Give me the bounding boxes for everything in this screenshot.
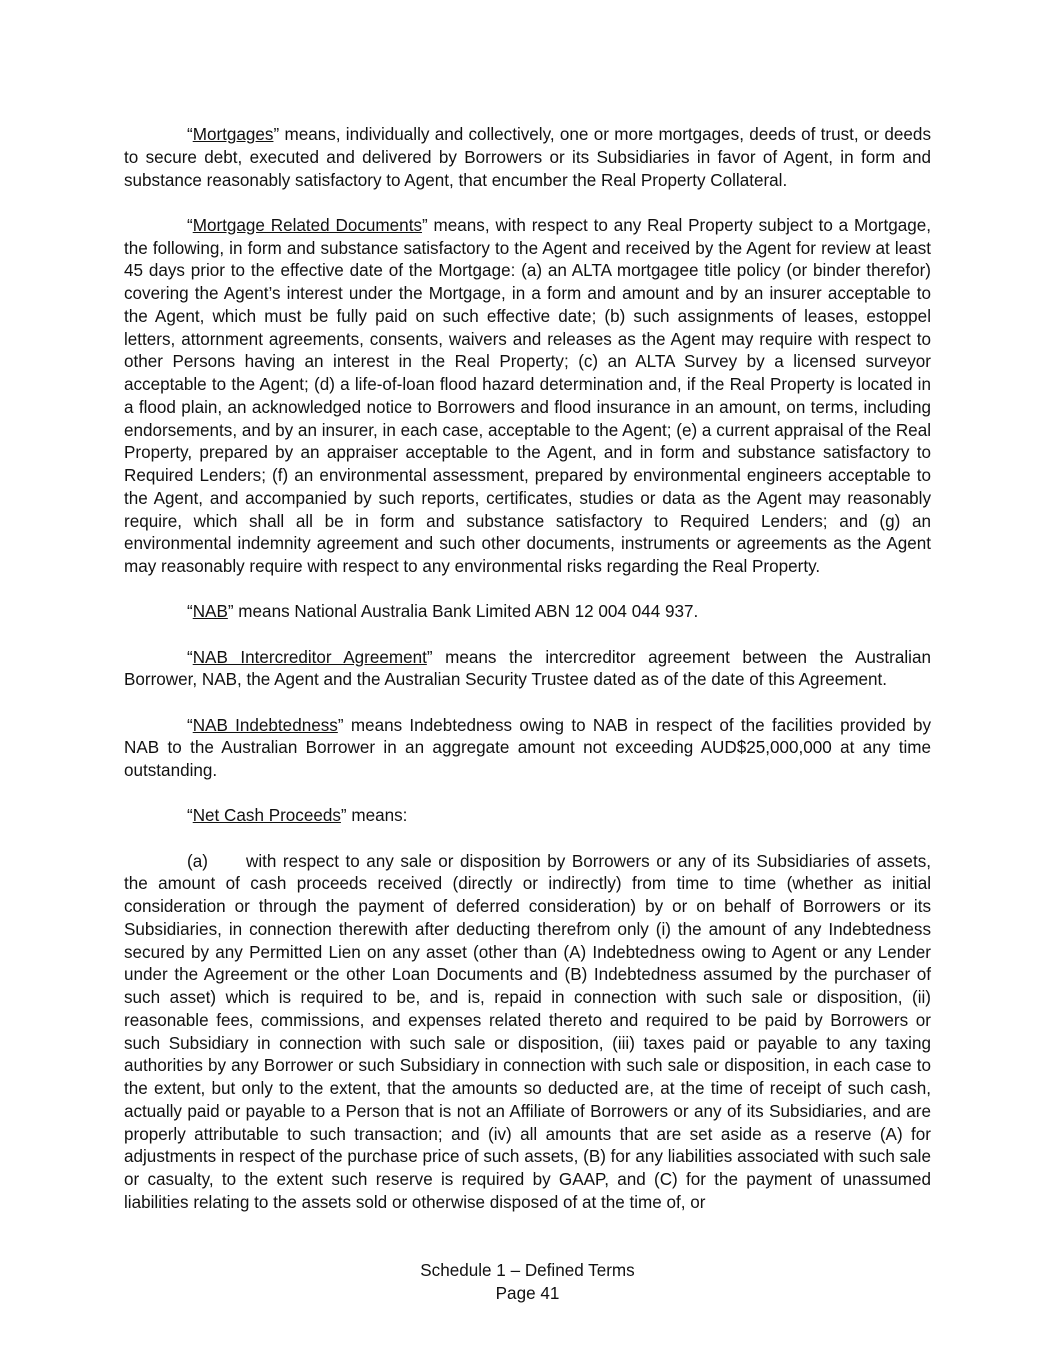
close-quote: ” bbox=[337, 715, 344, 735]
definition-text: means: bbox=[346, 806, 408, 826]
definition-nab-intercreditor-agreement bbox=[124, 647, 931, 693]
open-quote: “ bbox=[187, 602, 193, 622]
open-quote: “ bbox=[187, 215, 193, 235]
defined-term: Net Cash Proceeds bbox=[192, 806, 341, 826]
definition-nab-indebtedness bbox=[124, 715, 931, 783]
definition-text: means National Australia Bank Limited ABN 12 004 044 937. bbox=[233, 602, 699, 622]
close-quote: ” bbox=[422, 215, 428, 235]
open-quote: “ bbox=[187, 715, 193, 735]
footer-page-number: Page 41 bbox=[495, 1284, 560, 1303]
definition-text: means, with respect to any Real Property subject to a Mortgage, the following, in form and substance satisfactory to the Agent and received by the Agent for review at least 45 days prior to the effective date of the Mortgage: (a) an ALTA mortgagee title policy (or binder therefor) covering the Agent’s interest under the Mortgage, in a form and amount and by an insurer acceptable to the Agent, which must be fully paid on such effective date; (b) such assignments of leases, estoppel letters, attornment agreements, consents, waivers and releases as the Agent may require with respect to other Persons having an interest in the Real Property; (c) an ALTA Survey by a licensed surveyor acceptable to the Agent; (d) a life-of-loan flood hazard determination and, if the Real Property is located in a flood plain, an acknowledged notice to Borrowers and flood insurance in an amount, on terms, including endorsements, and by an insurer, in each case, acceptable to the Agent; (e) a current appraisal of the Real Property, prepared by an appraiser acceptable to the Agent, and in form and substance satisfactory to Required Lenders; (f) an environmental assessment, prepared by environmental engineers acceptable to the Agent, and accompanied by such reports, certificates, studies or data as the Agent may reasonably require, which shall all be in form and substance satisfactory to Required Lenders; and (g) an environmental indemnity agreement and such other documents, instruments or agreements as the Agent may reasonably require with respect to any environmental risks regarding the Real Property. bbox=[124, 215, 931, 576]
defined-term: NAB Intercreditor Agreement bbox=[192, 647, 427, 667]
close-quote: ” bbox=[273, 125, 280, 144]
definition-text: means, individually and collectively, one or more mortgages, deeds of trust, or deeds to secure debt, executed and delivered by Borrowers or its Subsidiaries in favor of Agent, in form and substance reasonably satisfactory to Agent, that encumber the Real Property Collateral. bbox=[124, 125, 931, 190]
open-quote: “ bbox=[187, 647, 193, 667]
close-quote: ” bbox=[340, 806, 347, 826]
defined-term: NAB bbox=[192, 602, 228, 622]
defined-term: Mortgage Related Documents bbox=[192, 215, 422, 235]
subclause-label: (a) bbox=[187, 851, 208, 871]
open-quote: “ bbox=[187, 125, 193, 144]
subclause-a bbox=[124, 851, 931, 1215]
defined-term: NAB Indebtedness bbox=[192, 715, 338, 735]
definition-nab bbox=[124, 601, 931, 624]
definition-text: means Indebtedness owing to NAB in respect of the facilities provided by NAB to the Australian Borrower in an aggregate amount not exceeding AUD$25,000,000 at any time outstanding. bbox=[124, 715, 932, 780]
close-quote: ” bbox=[227, 602, 234, 622]
definition-mortgages bbox=[124, 124, 931, 192]
close-quote: ” bbox=[426, 647, 433, 667]
defined-term: Mortgages bbox=[192, 125, 274, 144]
footer-schedule-title: Schedule 1 – Defined Terms bbox=[420, 1261, 635, 1280]
open-quote: “ bbox=[187, 806, 193, 826]
subclause-text: with respect to any sale or disposition by Borrowers or any of its Subsidiaries of assets, the amount of cash proceeds received (directly or indirectly) from time to time (whether as initial consideration or through the payment of deferred consideration) by or on behalf of Borrowers or its Subsidiaries, in connection therewith after deducting therefrom only (i) the amount of any Indebtedness secured by any Permitted Lien on any asset (other than (A) Indebtedness owing to Agent or any Lender under the Agreement or the other Loan Documents and (B) Indebtedness assumed by the purchaser of such asset) which is required to be, and is, repaid in connection with such sale or disposition, (ii) reasonable fees, commissions, and expenses related thereto and required to be paid by Borrowers or such Subsidiary in connection with such sale or disposition, (iii) taxes paid or payable to any taxing authorities by any Borrower or such Subsidiary in connection with such sale or disposition, in each case to the extent, but only to the extent, that the amounts so deducted are, at the time of receipt of such cash, actually paid or payable to a Person that is not an Affiliate of Borrowers or any of its Subsidiaries, and are properly attributable to such transaction; and (iv) all amounts that are set aside as a reserve (A) for adjustments in respect of the purchase price of such assets, (B) for any liabilities associated with such sale or casualty, to the extent such reserve is required by GAAP, and (C) for the payment of unassumed liabilities relating to the assets sold or otherwise disposed of at the time of, or bbox=[124, 851, 931, 1212]
page-footer bbox=[0, 1259, 1055, 1305]
document-body bbox=[124, 124, 931, 1237]
definition-text: means the intercreditor agreement between the Australian Borrower, NAB, the Agent and the Australian Security Trustee dated as of the date of this Agreement. bbox=[124, 647, 931, 690]
definition-mortgage-related-documents bbox=[124, 215, 931, 579]
definition-net-cash-proceeds bbox=[124, 805, 931, 828]
